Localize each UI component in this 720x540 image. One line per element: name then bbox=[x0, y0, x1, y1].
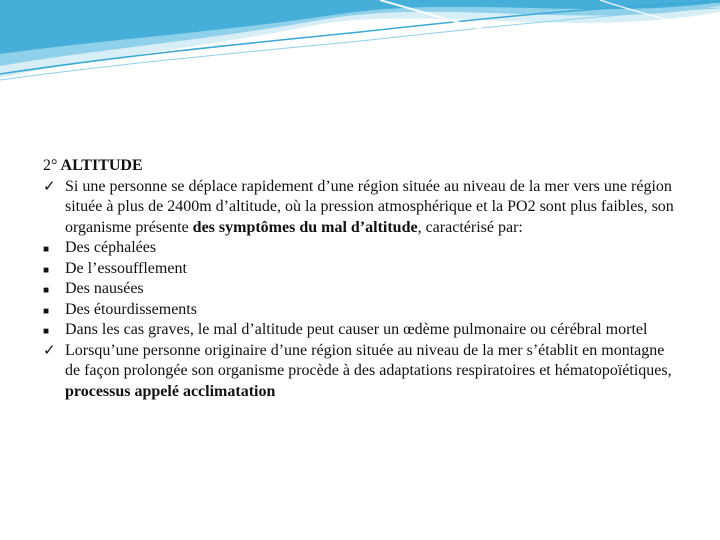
symptom-item bbox=[43, 238, 683, 259]
intro-text: Si une personne se déplace rapidement d’une région située au niveau de la mer vers une région située à plus de 2400m d’altitude, où la pression atmosphérique et la PO2 sont plus faibles, son organisme présente bbox=[65, 177, 674, 236]
symptom-item bbox=[43, 279, 683, 300]
check-mark-icon: ✓ bbox=[43, 342, 56, 359]
square-bullet-icon: ■ bbox=[43, 305, 50, 317]
intro-paragraph bbox=[43, 177, 683, 239]
intro-bold-text: des symptômes du mal d’altitude bbox=[192, 218, 418, 236]
conclusion-paragraph bbox=[43, 341, 683, 403]
conclusion-text: Lorsqu’une personne originaire d’une région située au niveau de la mer s’établit en montagne de façon prolongée son organisme procède à des adaptations respiratoires et hématopoïétiques, bbox=[65, 341, 672, 379]
section-number: 2° bbox=[43, 157, 58, 174]
symptom-text: Des céphalées bbox=[65, 239, 157, 256]
section-title: ALTITUDE bbox=[60, 157, 143, 174]
section-heading bbox=[43, 156, 683, 177]
check-mark-icon: ✓ bbox=[43, 178, 56, 195]
slide-content bbox=[43, 156, 683, 402]
conclusion-bold-text: processus appelé acclimatation bbox=[65, 382, 276, 400]
symptom-item bbox=[43, 320, 683, 341]
symptom-text: Des nausées bbox=[65, 280, 144, 297]
intro-text-end: , caractérisé par: bbox=[417, 218, 523, 236]
decorative-wave-header bbox=[0, 0, 720, 90]
square-bullet-icon: ■ bbox=[43, 264, 50, 276]
symptom-text: De l’essoufflement bbox=[65, 259, 187, 277]
symptom-text: Dans les cas graves, le mal d’altitude peut causer un œdème pulmonaire ou cérébral mortel bbox=[65, 321, 648, 338]
square-bullet-icon: ■ bbox=[43, 244, 50, 255]
square-bullet-icon: ■ bbox=[43, 326, 50, 337]
symptom-item bbox=[43, 300, 683, 321]
square-bullet-icon: ■ bbox=[43, 285, 50, 296]
symptom-text: Des étourdissements bbox=[65, 300, 197, 318]
symptom-item bbox=[43, 259, 683, 280]
